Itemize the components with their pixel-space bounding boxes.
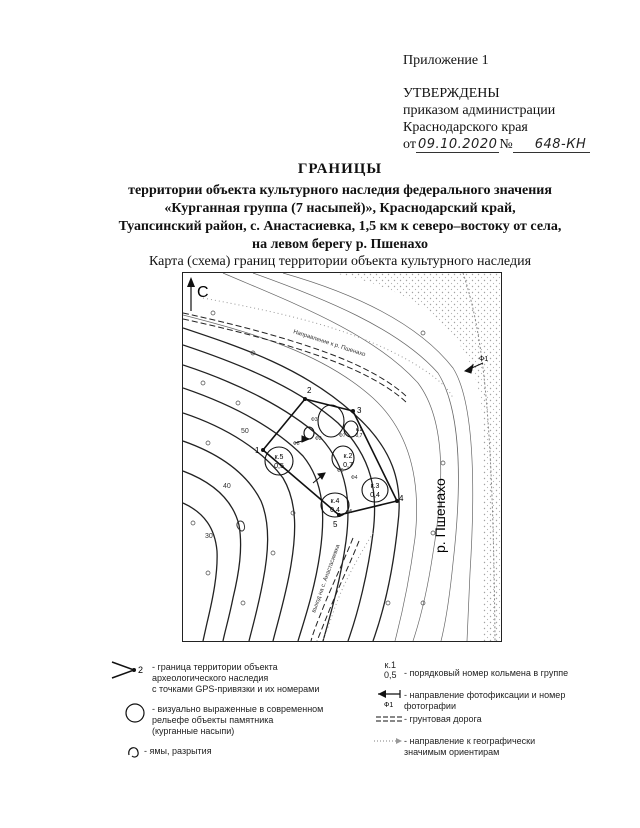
legend-photo-text	[404, 690, 574, 712]
map-frame	[182, 272, 502, 642]
contour-label-2: 40	[223, 483, 231, 490]
approval-line-2: Краснодарского края	[403, 120, 528, 135]
contour-lines	[183, 328, 399, 641]
photo-mark-5: Ф5	[346, 509, 353, 515]
contour-label-1: 50	[241, 428, 249, 435]
direction-lines	[203, 298, 453, 641]
north-arrow	[187, 277, 195, 311]
legend-boundary-line-2: археологического наследия	[152, 673, 269, 683]
legend-boundary-line-3: с точками GPS-привязки и их номерами	[152, 684, 320, 694]
legend-photo-line-2: фотографии	[404, 701, 456, 711]
legend-pit-symbol	[126, 744, 142, 758]
photo-mark-6: Ф6	[337, 468, 344, 474]
point-2: 2	[307, 386, 312, 395]
from-prefix: от	[403, 137, 416, 152]
handwritten-number: 648-КН	[513, 137, 591, 153]
road-label-2: выход на с. Анастасиевка	[311, 543, 342, 614]
legend-direction-line-1: - направление к географически	[404, 736, 536, 746]
contour-lines-minor	[183, 273, 473, 641]
approval-block	[403, 52, 633, 153]
north-label: С	[197, 284, 209, 301]
approval-date-row	[403, 136, 633, 153]
legend-mound-text	[152, 704, 342, 737]
mound-2-h: 0,7	[343, 462, 353, 469]
photo-mark-2: Ф2	[315, 436, 322, 442]
legend-mound-line-2: рельефе объекты памятника	[152, 715, 274, 725]
approval-line-1: приказом администрации	[403, 103, 556, 118]
legend-road-text: - грунтовая дорога	[404, 714, 482, 724]
photo-mark-3: Ф3	[311, 417, 318, 423]
legend-boundary-num: 2	[138, 665, 144, 675]
document-title	[60, 160, 620, 254]
map-caption: Карта (схема) границ территории объекта культурного наследия	[148, 254, 532, 269]
legend-boundary-text	[152, 662, 342, 695]
legend-mound-line-3: (курганные насыпи)	[152, 726, 235, 736]
river-band	[330, 273, 501, 641]
mound-4-h: 0,4	[330, 507, 340, 514]
mound-3-h: 0,4	[370, 492, 380, 499]
legend-pit-text: - ямы, разрытия	[144, 746, 212, 756]
legend-right	[370, 660, 570, 770]
legend-boundary-line-1: - граница территории объекта	[152, 662, 278, 672]
title-line-2: «Курганная группа (7 насыпей)», Краснодарский край,	[164, 201, 516, 216]
legend-mound-symbol	[124, 702, 146, 724]
mounds	[265, 405, 388, 517]
mound-3-id: к.3	[370, 483, 380, 490]
legend-photo-symbol	[374, 688, 404, 710]
pit-mark	[237, 521, 245, 531]
legend-direction-text	[404, 736, 574, 758]
contour-label-3: 30	[205, 533, 213, 540]
appendix-label: Приложение 1	[403, 53, 489, 68]
river-label: р. Пшенахо	[432, 478, 448, 553]
legend-kurgan-symbol	[384, 660, 397, 680]
legend-kurgan-text: - порядковый номер кольмена в группе	[404, 668, 569, 678]
title-heading: ГРАНИЦЫ	[297, 161, 383, 177]
photo-label-f1: Ф1	[479, 356, 489, 363]
title-line-3: Туапсинский район, с. Анастасиевка, 1,5 км к северо–востоку от села,	[118, 219, 562, 234]
point-3: 3	[357, 406, 362, 415]
road-label-1: Направление к р. Пшенахо	[292, 329, 367, 359]
legend-kurgan-top: к.1	[384, 660, 396, 670]
legend-road-symbol	[374, 714, 404, 724]
mound-1-id: к.1	[355, 427, 363, 433]
point-4: 4	[399, 494, 404, 503]
title-line-1: территории объекта культурного наследия федерального значения	[128, 183, 552, 198]
mound-1-h: 0,7	[355, 433, 363, 439]
mound-4-id: к.4	[330, 498, 340, 505]
legend-direction-line-2: значимым ориентирам	[404, 747, 500, 757]
legend-photo-line-1: - направление фотофиксации и номер	[404, 690, 566, 700]
mound-5-id: к.5	[274, 454, 284, 461]
legend-left	[110, 660, 340, 770]
number-sign: №	[499, 137, 513, 152]
approved-label: УТВЕРЖДЕНЫ	[403, 86, 500, 101]
point-1: 1	[255, 446, 260, 455]
photo-mark-7: Ф7	[339, 433, 346, 439]
photo-mark-8: Ф8	[293, 441, 300, 447]
point-5: 5	[333, 520, 338, 529]
title-line-4: на левом берегу р. Пшенахо	[252, 237, 428, 252]
mound-2-id: к.2	[343, 453, 353, 460]
photo-mark-4: Ф4	[351, 475, 358, 481]
legend-boundary-symbol	[110, 660, 150, 680]
legend-direction-symbol	[372, 736, 404, 746]
map-drawing	[183, 273, 501, 641]
handwritten-date: 09.10.2020	[417, 137, 498, 152]
mound-5-h: 0,5	[274, 463, 284, 470]
legend-photo-label: Ф1	[384, 702, 394, 709]
legend-kurgan-bottom: 0,5	[384, 670, 397, 680]
legend-mound-line-1: - визуально выраженные в современном	[152, 704, 324, 714]
